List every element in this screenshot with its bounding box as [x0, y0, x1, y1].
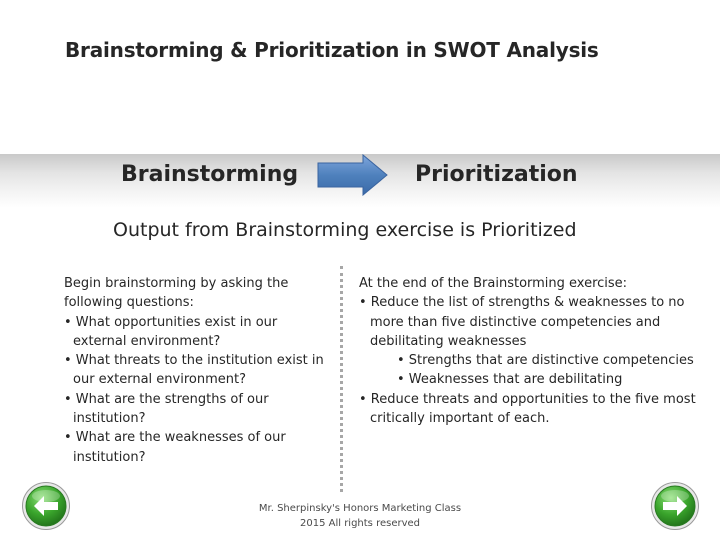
prioritization-label: Prioritization [415, 162, 578, 187]
previous-slide-button[interactable] [21, 481, 71, 531]
bullet-continuation: institution? [73, 411, 146, 427]
text-line: Begin brainstorming by asking the [64, 276, 289, 291]
bullet-item: • What are the strengths of our [64, 391, 269, 407]
bullet-continuation: institution? [73, 449, 146, 465]
text-line: following questions: [64, 295, 194, 311]
bullet-continuation: critically important of each. [370, 411, 550, 427]
bullet-item: • Reduce the list of strengths & weaknesses to no [359, 295, 685, 311]
process-arrow-icon [317, 154, 389, 196]
next-slide-button[interactable] [650, 481, 700, 531]
prioritization-steps [359, 274, 709, 428]
footer-credit [240, 501, 480, 531]
bullet-continuation: our external environment? [73, 372, 246, 388]
sub-bullet-item: • Strengths that are distinctive competencies [397, 353, 694, 369]
brainstorming-questions [64, 274, 334, 467]
bullet-continuation: more than five distinctive competencies and [370, 314, 661, 330]
brainstorming-label: Brainstorming [121, 162, 299, 187]
column-divider [340, 266, 343, 492]
sub-bullet-item: • Weaknesses that are debilitating [397, 372, 623, 388]
bullet-item: • What threats to the institution exist in [64, 353, 324, 369]
bullet-item: • What opportunities exist in our [64, 314, 278, 330]
bullet-item: • What are the weaknesses of our [64, 430, 286, 446]
bullet-continuation: debilitating weaknesses [370, 333, 527, 349]
text-line: At the end of the Brainstorming exercise: [359, 276, 628, 291]
bullet-continuation: external environment? [73, 333, 221, 349]
footer-line-1: Mr. Sherpinsky's Honors Marketing Class [258, 503, 462, 514]
slide-subtitle: Output from Brainstorming exercise is Prioritized [113, 219, 577, 241]
bullet-item: • Reduce threats and opportunities to the five most [359, 391, 696, 407]
slide-title: Brainstorming & Prioritization in SWOT Analysis [65, 38, 599, 62]
footer-line-2: 2015 All rights reserved [299, 518, 421, 529]
